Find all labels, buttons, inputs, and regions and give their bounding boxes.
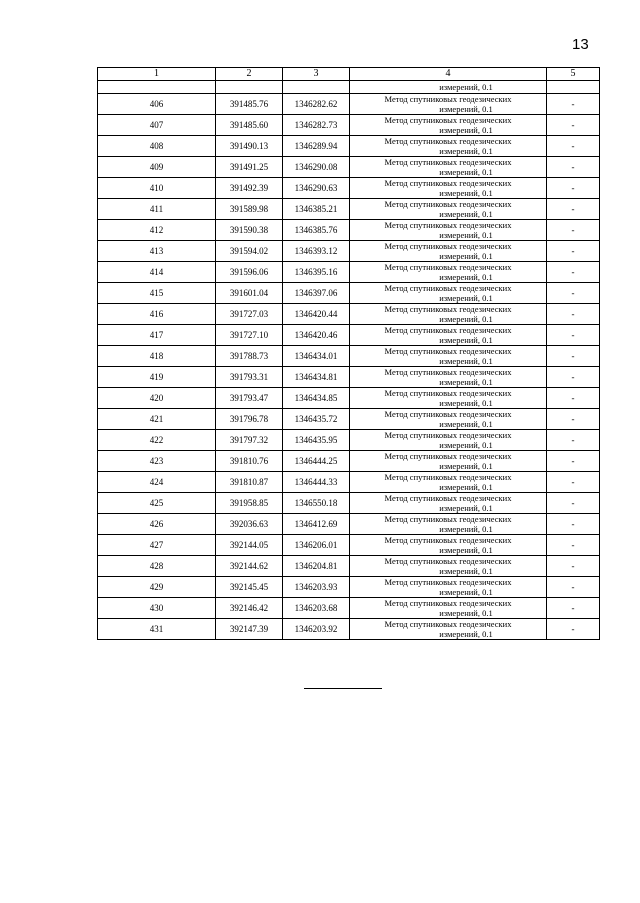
point-number: 426 — [98, 514, 216, 535]
coordinate-x: 391727.03 — [216, 304, 283, 325]
method-line-1: Метод спутниковых геодезических — [384, 136, 512, 146]
method-cell — [350, 409, 547, 430]
method-line-2: измерений, 0.1 — [439, 398, 493, 408]
continuation-text: измерений, 0.1 — [439, 82, 493, 92]
coordinate-x: 391810.76 — [216, 451, 283, 472]
point-number: 423 — [98, 451, 216, 472]
coordinate-y: 1346393.12 — [283, 241, 350, 262]
method-line-1: Метод спутниковых геодезических — [384, 262, 512, 272]
table-row — [98, 94, 600, 115]
method-cell — [350, 451, 547, 472]
column-5-value: - — [547, 577, 600, 598]
point-number: 418 — [98, 346, 216, 367]
point-number: 431 — [98, 619, 216, 640]
coordinate-x: 391596.06 — [216, 262, 283, 283]
column-5-value: - — [547, 241, 600, 262]
method-cell — [350, 262, 547, 283]
method-cell — [350, 619, 547, 640]
coordinate-x: 392147.39 — [216, 619, 283, 640]
header-cell-5: 5 — [547, 68, 600, 81]
column-5-value: - — [547, 367, 600, 388]
method-cell — [350, 472, 547, 493]
column-5-value: - — [547, 283, 600, 304]
method-line-2: измерений, 0.1 — [439, 566, 493, 576]
method-cell — [350, 325, 547, 346]
coordinate-y: 1346444.25 — [283, 451, 350, 472]
point-number: 429 — [98, 577, 216, 598]
method-line-2: измерений, 0.1 — [439, 188, 493, 198]
continuation-cell-1 — [98, 81, 216, 94]
coordinate-y: 1346420.44 — [283, 304, 350, 325]
method-line-1: Метод спутниковых геодезических — [384, 577, 512, 587]
table-body — [98, 68, 600, 640]
end-divider-line — [304, 688, 382, 689]
table-row — [98, 283, 600, 304]
point-number: 406 — [98, 94, 216, 115]
coordinate-x: 392036.63 — [216, 514, 283, 535]
method-line-2: измерений, 0.1 — [439, 608, 493, 618]
coordinate-x: 391797.32 — [216, 430, 283, 451]
coordinate-y: 1346282.73 — [283, 115, 350, 136]
column-5-value: - — [547, 346, 600, 367]
coordinate-x: 391491.25 — [216, 157, 283, 178]
coordinate-x: 391810.87 — [216, 472, 283, 493]
table-row — [98, 430, 600, 451]
column-5-value: - — [547, 388, 600, 409]
coordinate-y: 1346434.81 — [283, 367, 350, 388]
coordinate-y: 1346206.01 — [283, 535, 350, 556]
method-line-1: Метод спутниковых геодезических — [384, 346, 512, 356]
column-5-value: - — [547, 409, 600, 430]
method-cell — [350, 388, 547, 409]
table-row — [98, 178, 600, 199]
column-5-value: - — [547, 115, 600, 136]
method-cell — [350, 430, 547, 451]
method-cell — [350, 304, 547, 325]
header-cell-4: 4 — [350, 68, 547, 81]
coordinate-x: 391796.78 — [216, 409, 283, 430]
point-number: 422 — [98, 430, 216, 451]
method-line-2: измерений, 0.1 — [439, 293, 493, 303]
method-cell — [350, 493, 547, 514]
method-line-1: Метод спутниковых геодезических — [384, 115, 512, 125]
point-number: 417 — [98, 325, 216, 346]
table-row — [98, 409, 600, 430]
method-line-1: Метод спутниковых геодезических — [384, 283, 512, 293]
point-number: 407 — [98, 115, 216, 136]
coordinate-x: 392144.05 — [216, 535, 283, 556]
table-row — [98, 136, 600, 157]
header-row — [98, 68, 600, 81]
table-row — [98, 388, 600, 409]
table-row — [98, 325, 600, 346]
header-cell-3: 3 — [283, 68, 350, 81]
column-5-value: - — [547, 178, 600, 199]
method-line-1: Метод спутниковых геодезических — [384, 598, 512, 608]
method-line-2: измерений, 0.1 — [439, 545, 493, 555]
column-5-value: - — [547, 157, 600, 178]
method-line-1: Метод спутниковых геодезических — [384, 304, 512, 314]
point-number: 425 — [98, 493, 216, 514]
column-5-value: - — [547, 619, 600, 640]
method-line-2: измерений, 0.1 — [439, 524, 493, 534]
coordinate-x: 391727.10 — [216, 325, 283, 346]
method-line-1: Метод спутниковых геодезических — [384, 388, 512, 398]
coordinate-y: 1346412.69 — [283, 514, 350, 535]
coordinate-y: 1346434.01 — [283, 346, 350, 367]
method-line-2: измерений, 0.1 — [439, 461, 493, 471]
page-number: 13 — [572, 36, 589, 53]
continuation-cell-2 — [216, 81, 283, 94]
method-line-1: Метод спутниковых геодезических — [384, 619, 512, 629]
method-line-2: измерений, 0.1 — [439, 251, 493, 261]
method-cell — [350, 178, 547, 199]
coordinate-y: 1346289.94 — [283, 136, 350, 157]
column-5-value: - — [547, 556, 600, 577]
table-row — [98, 304, 600, 325]
continuation-method-cell — [350, 81, 547, 94]
coordinate-y: 1346385.21 — [283, 199, 350, 220]
coordinate-y: 1346203.68 — [283, 598, 350, 619]
point-number: 427 — [98, 535, 216, 556]
table-row — [98, 367, 600, 388]
point-number: 419 — [98, 367, 216, 388]
coordinate-x: 392145.45 — [216, 577, 283, 598]
coordinates-table — [97, 67, 600, 640]
method-line-1: Метод спутниковых геодезических — [384, 493, 512, 503]
method-cell — [350, 220, 547, 241]
method-cell — [350, 556, 547, 577]
table-row — [98, 619, 600, 640]
method-cell — [350, 577, 547, 598]
column-5-value: - — [547, 199, 600, 220]
method-line-1: Метод спутниковых геодезических — [384, 451, 512, 461]
table-row — [98, 157, 600, 178]
method-line-2: измерений, 0.1 — [439, 587, 493, 597]
table-row — [98, 472, 600, 493]
method-line-1: Метод спутниковых геодезических — [384, 94, 512, 104]
column-5-value: - — [547, 325, 600, 346]
method-line-1: Метод спутниковых геодезических — [384, 430, 512, 440]
coordinate-y: 1346434.85 — [283, 388, 350, 409]
table-row — [98, 493, 600, 514]
column-5-value: - — [547, 94, 600, 115]
point-number: 408 — [98, 136, 216, 157]
method-line-2: измерений, 0.1 — [439, 335, 493, 345]
column-5-value: - — [547, 304, 600, 325]
method-cell — [350, 94, 547, 115]
coordinate-x: 391492.39 — [216, 178, 283, 199]
coordinate-x: 392146.42 — [216, 598, 283, 619]
continuation-cell-3 — [283, 81, 350, 94]
table-row — [98, 535, 600, 556]
column-5-value: - — [547, 598, 600, 619]
method-line-1: Метод спутниковых геодезических — [384, 556, 512, 566]
coordinate-x: 391594.02 — [216, 241, 283, 262]
point-number: 428 — [98, 556, 216, 577]
coordinate-y: 1346290.08 — [283, 157, 350, 178]
column-5-value: - — [547, 220, 600, 241]
coordinate-y: 1346420.46 — [283, 325, 350, 346]
method-line-2: измерений, 0.1 — [439, 272, 493, 282]
coordinate-y: 1346282.62 — [283, 94, 350, 115]
method-line-1: Метод спутниковых геодезических — [384, 472, 512, 482]
method-cell — [350, 535, 547, 556]
method-cell — [350, 136, 547, 157]
coordinate-x: 391958.85 — [216, 493, 283, 514]
method-line-2: измерений, 0.1 — [439, 629, 493, 639]
table-row — [98, 346, 600, 367]
table-row — [98, 451, 600, 472]
method-line-1: Метод спутниковых геодезических — [384, 514, 512, 524]
method-line-1: Метод спутниковых геодезических — [384, 220, 512, 230]
header-cell-1: 1 — [98, 68, 216, 81]
method-cell — [350, 367, 547, 388]
column-5-value: - — [547, 535, 600, 556]
method-line-2: измерений, 0.1 — [439, 440, 493, 450]
method-line-2: измерений, 0.1 — [439, 104, 493, 114]
point-number: 420 — [98, 388, 216, 409]
point-number: 411 — [98, 199, 216, 220]
method-line-1: Метод спутниковых геодезических — [384, 199, 512, 209]
coordinate-x: 391788.73 — [216, 346, 283, 367]
table-row — [98, 220, 600, 241]
table-row — [98, 514, 600, 535]
table-row — [98, 598, 600, 619]
method-line-2: измерений, 0.1 — [439, 419, 493, 429]
coordinate-y: 1346385.76 — [283, 220, 350, 241]
method-line-1: Метод спутниковых геодезических — [384, 367, 512, 377]
column-5-value: - — [547, 136, 600, 157]
column-5-value: - — [547, 514, 600, 535]
method-cell — [350, 346, 547, 367]
coordinate-x: 392144.62 — [216, 556, 283, 577]
column-5-value: - — [547, 472, 600, 493]
coordinate-y: 1346203.92 — [283, 619, 350, 640]
coordinate-y: 1346435.72 — [283, 409, 350, 430]
method-line-2: измерений, 0.1 — [439, 314, 493, 324]
method-cell — [350, 598, 547, 619]
table-row — [98, 199, 600, 220]
continuation-cell-5 — [547, 81, 600, 94]
table-row — [98, 556, 600, 577]
coordinate-x: 391485.76 — [216, 94, 283, 115]
method-cell — [350, 115, 547, 136]
method-line-2: измерений, 0.1 — [439, 482, 493, 492]
method-cell — [350, 283, 547, 304]
coordinate-y: 1346444.33 — [283, 472, 350, 493]
coordinate-y: 1346204.81 — [283, 556, 350, 577]
coordinate-y: 1346435.95 — [283, 430, 350, 451]
point-number: 409 — [98, 157, 216, 178]
point-number: 415 — [98, 283, 216, 304]
column-5-value: - — [547, 262, 600, 283]
column-5-value: - — [547, 493, 600, 514]
method-line-1: Метод спутниковых геодезических — [384, 535, 512, 545]
table-row — [98, 262, 600, 283]
coordinate-x: 391793.47 — [216, 388, 283, 409]
column-5-value: - — [547, 451, 600, 472]
coordinate-y: 1346550.18 — [283, 493, 350, 514]
method-line-2: измерений, 0.1 — [439, 146, 493, 156]
continuation-row — [98, 81, 600, 94]
method-line-2: измерений, 0.1 — [439, 377, 493, 387]
table-row — [98, 577, 600, 598]
method-line-1: Метод спутниковых геодезических — [384, 241, 512, 251]
point-number: 430 — [98, 598, 216, 619]
coordinate-x: 391490.13 — [216, 136, 283, 157]
method-cell — [350, 514, 547, 535]
method-cell — [350, 199, 547, 220]
method-cell — [350, 241, 547, 262]
column-5-value: - — [547, 430, 600, 451]
table-row — [98, 115, 600, 136]
point-number: 424 — [98, 472, 216, 493]
coordinate-y: 1346395.16 — [283, 262, 350, 283]
method-line-2: измерений, 0.1 — [439, 230, 493, 240]
coordinate-x: 391485.60 — [216, 115, 283, 136]
method-line-2: измерений, 0.1 — [439, 167, 493, 177]
method-cell — [350, 157, 547, 178]
point-number: 410 — [98, 178, 216, 199]
point-number: 413 — [98, 241, 216, 262]
method-line-2: измерений, 0.1 — [439, 356, 493, 366]
method-line-2: измерений, 0.1 — [439, 209, 493, 219]
method-line-1: Метод спутниковых геодезических — [384, 325, 512, 335]
method-line-1: Метод спутниковых геодезических — [384, 157, 512, 167]
coordinate-y: 1346290.63 — [283, 178, 350, 199]
point-number: 416 — [98, 304, 216, 325]
coordinate-y: 1346203.93 — [283, 577, 350, 598]
method-line-1: Метод спутниковых геодезических — [384, 178, 512, 188]
point-number: 414 — [98, 262, 216, 283]
header-cell-2: 2 — [216, 68, 283, 81]
table-row — [98, 241, 600, 262]
point-number: 421 — [98, 409, 216, 430]
coordinate-x: 391601.04 — [216, 283, 283, 304]
method-line-2: измерений, 0.1 — [439, 125, 493, 135]
coordinate-x: 391589.98 — [216, 199, 283, 220]
method-line-1: Метод спутниковых геодезических — [384, 409, 512, 419]
coordinate-x: 391590.38 — [216, 220, 283, 241]
point-number: 412 — [98, 220, 216, 241]
method-line-2: измерений, 0.1 — [439, 503, 493, 513]
coordinate-y: 1346397.06 — [283, 283, 350, 304]
coordinate-x: 391793.31 — [216, 367, 283, 388]
